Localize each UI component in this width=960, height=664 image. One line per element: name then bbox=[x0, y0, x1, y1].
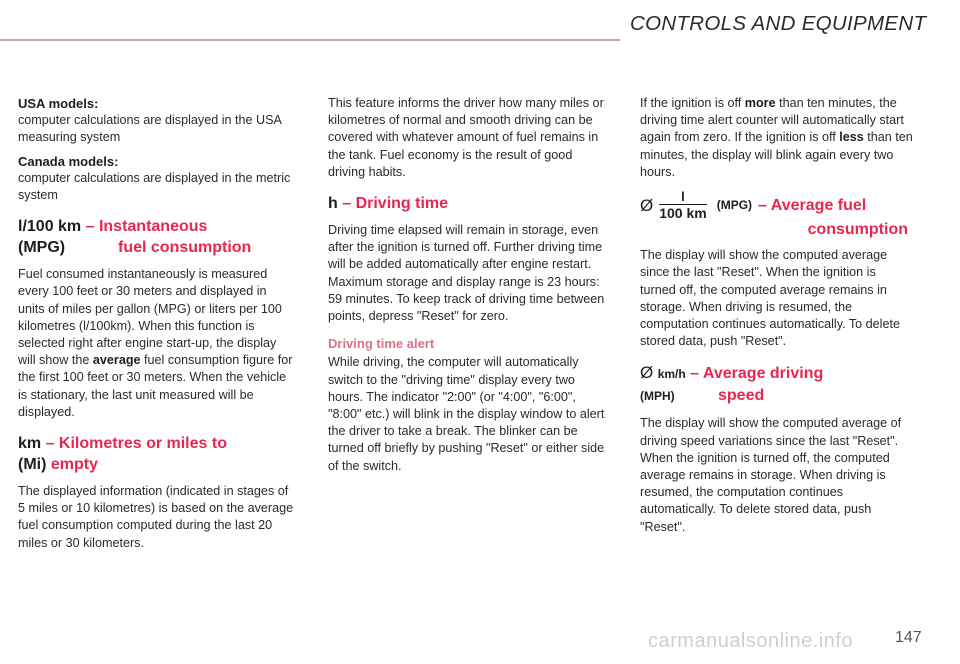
average-speed-text: The display will show the computed average of driving speed variations since the last "Reset". When the ignition is turned off, the computed average remains in storage. When driving is resumed, the computation continues automatically. To delete stored data, push "Reset". bbox=[640, 416, 902, 534]
average-fuel-mpg: (MPG) bbox=[716, 198, 753, 213]
empty-title: – Kilometres or miles to bbox=[45, 435, 227, 453]
instantaneous-title: – Instantaneous bbox=[85, 218, 208, 236]
fraction-denominator: 100 km bbox=[659, 205, 707, 222]
instantaneous-heading-line2 bbox=[18, 237, 294, 258]
average-fuel-subtitle: consumption bbox=[807, 221, 908, 239]
ignition-text-c: than ten minutes, the display will blink again every two hours. bbox=[640, 130, 913, 179]
ignition-text-b: than ten minutes, the driving time alert counter will automatically start again from zero. If the ignition is off bbox=[640, 96, 904, 145]
column-left bbox=[18, 95, 294, 560]
average-speed-mph: (MPH) bbox=[640, 389, 675, 404]
liters-per-100km-fraction bbox=[659, 191, 706, 221]
driving-time-title: – Driving time bbox=[342, 195, 449, 213]
empty-heading-line2 bbox=[18, 454, 294, 475]
average-speed-symbol-icon: Ø bbox=[640, 363, 654, 383]
average-symbol-icon: Ø bbox=[640, 196, 654, 216]
ignition-bold-less: less bbox=[839, 130, 864, 145]
header-rule bbox=[0, 39, 620, 41]
instantaneous-text-b: fuel consumption figure for the first 100 feet or 30 meters. When the vehicle is stationary, the last unit measured will be displayed. bbox=[18, 353, 293, 419]
driving-time-text: Driving time elapsed will remain in storage, even after the ignition is turned off. Further driving time will be added automatically after engine restart. Maximum storage and display range is 23 hours: 59 minutes. To keep track of driving time between points, depress "Reset" for zero. bbox=[328, 223, 605, 324]
driving-time-alert-text: While driving, the computer will automatically switch to the "driving time" display every two hours. The indicator "2:00" (or "4:00", "6:00", "8:00" etc.) will blink in the display window to alert the driver to take a break. The blinker can be turned off briefly by pushing "Reset" or either side of the switch. bbox=[328, 355, 605, 473]
instantaneous-mpg: (MPG) bbox=[18, 239, 66, 257]
empty-heading bbox=[18, 433, 294, 454]
average-speed-heading-line2 bbox=[640, 385, 914, 407]
average-fuel-text: The display will show the computed average since the last "Reset". When the ignition is turned off, the computed average remains in storage. When driving is resumed, the computation continues automatically. To delete stored data, push "Reset". bbox=[640, 248, 900, 349]
canada-models-text: computer calculations are displayed in the metric system bbox=[18, 170, 291, 203]
ignition-bold-more: more bbox=[744, 96, 776, 110]
column-right bbox=[640, 95, 914, 544]
instantaneous-text bbox=[18, 266, 294, 421]
average-speed-title: – Average driving bbox=[690, 365, 824, 383]
usa-models-heading: USA models: bbox=[18, 96, 99, 111]
average-speed-heading bbox=[640, 362, 914, 385]
section-title: CONTROLS AND EQUIPMENT bbox=[630, 12, 927, 35]
fraction-numerator: l bbox=[659, 191, 706, 205]
column-middle bbox=[328, 95, 605, 483]
driving-time-alert-heading: Driving time alert bbox=[328, 336, 435, 352]
average-fuel-heading bbox=[640, 191, 914, 221]
average-speed-unit: km/h bbox=[657, 367, 686, 382]
average-fuel-title: – Average fuel bbox=[758, 197, 867, 215]
empty-mi: (Mi) bbox=[18, 456, 47, 474]
instantaneous-text-a: Fuel consumed instantaneously is measured every 100 feet or 30 meters and displayed in units of miles per gallon (MPG) or liters per 100 kilometres (l/100km). When this function is selected right after engine start-up, the display will show the bbox=[18, 267, 282, 368]
empty-subtitle: empty bbox=[50, 456, 99, 474]
empty-text: The displayed information (indicated in stages of 5 miles or 10 kilometres) is based on the average fuel consumption computed during the last 20 miles or 30 kilometers. bbox=[18, 484, 294, 550]
usa-models-text: computer calculations are displayed in the USA measuring system bbox=[18, 113, 282, 145]
driving-time-unit: h bbox=[328, 195, 338, 213]
average-fuel-heading-line2 bbox=[640, 221, 914, 239]
page-number: 147 bbox=[895, 629, 922, 646]
average-speed-subtitle: speed bbox=[718, 387, 765, 405]
canada-models-heading: Canada models: bbox=[18, 153, 119, 169]
instantaneous-text-bold: average bbox=[92, 353, 141, 368]
ignition-text bbox=[640, 95, 914, 181]
empty-unit: km bbox=[18, 435, 42, 453]
range-intro-text: This feature informs the driver how many miles or kilometres of normal and smooth driving can be covered with whatever amount of fuel remains in the tank. Fuel economy is the result of good driving habits. bbox=[328, 96, 604, 179]
instantaneous-unit: l/100 km bbox=[18, 218, 82, 236]
instantaneous-heading bbox=[18, 216, 294, 237]
ignition-text-a: If the ignition is off bbox=[640, 96, 742, 110]
watermark: carmanualsonline.info bbox=[648, 630, 854, 652]
instantaneous-subtitle: fuel consumption bbox=[118, 239, 252, 257]
driving-time-heading bbox=[328, 193, 605, 214]
